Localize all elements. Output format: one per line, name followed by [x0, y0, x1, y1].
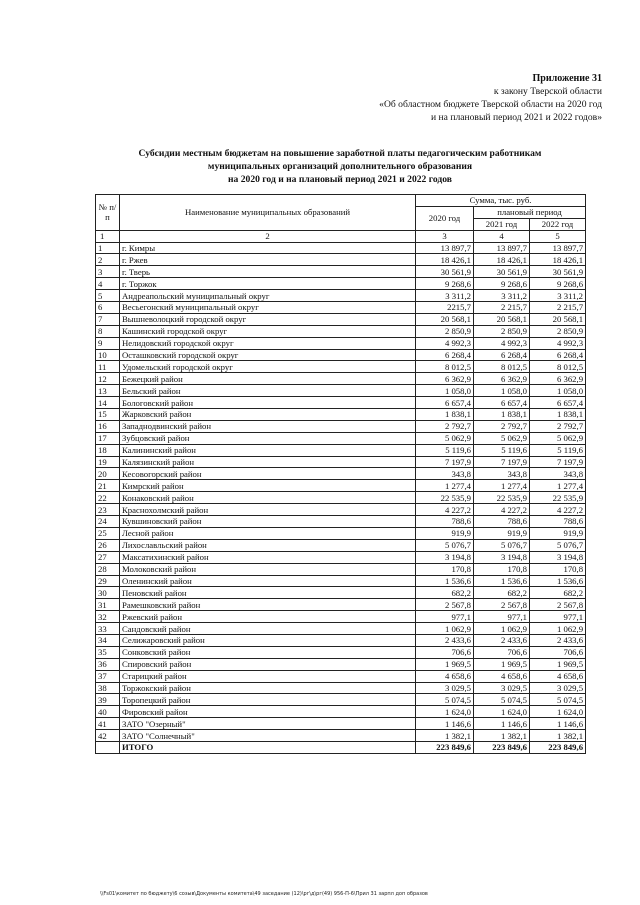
table-row [96, 492, 586, 504]
table-row [96, 242, 586, 254]
row-number: 1 [96, 242, 120, 254]
municipality-name: г. Тверь [120, 266, 416, 278]
value-2022: 13 897,7 [530, 242, 586, 254]
table-row [96, 563, 586, 575]
value-2021: 9 268,6 [474, 278, 530, 290]
row-number: 8 [96, 325, 120, 337]
table-row [96, 527, 586, 539]
value-2022: 3 029,5 [530, 682, 586, 694]
value-2020: 3 194,8 [416, 551, 474, 563]
municipality-name: ЗАТО "Солнечный" [120, 730, 416, 742]
appendix-line: «Об областном бюджете Тверской области на 2020 год [379, 99, 602, 110]
value-2020: 18 426,1 [416, 254, 474, 266]
row-number: 38 [96, 682, 120, 694]
value-2022: 1 382,1 [530, 730, 586, 742]
municipality-name: Весьегонский муниципальный округ [120, 302, 416, 314]
value-2022: 5 119,6 [530, 444, 586, 456]
appendix-block [379, 72, 602, 124]
row-number: 15 [96, 409, 120, 421]
municipality-name: Сонковский район [120, 646, 416, 658]
value-2020: 1 058,0 [416, 385, 474, 397]
table-row [96, 290, 586, 302]
municipality-name: г. Ржев [120, 254, 416, 266]
municipality-name: Лесной район [120, 527, 416, 539]
value-2021: 788,6 [474, 516, 530, 528]
table-row [96, 539, 586, 551]
header-name: Наименование муниципальных образований [120, 195, 416, 231]
value-2021: 706,6 [474, 646, 530, 658]
value-2020: 170,8 [416, 563, 474, 575]
value-2022: 1 969,5 [530, 658, 586, 670]
row-number: 34 [96, 634, 120, 646]
municipality-name: Торопецкий район [120, 694, 416, 706]
total-label: ИТОГО [120, 741, 416, 753]
header-2020: 2020 год [416, 206, 474, 230]
value-2022: 3 194,8 [530, 551, 586, 563]
row-number: 19 [96, 456, 120, 468]
value-2022: 1 277,4 [530, 480, 586, 492]
value-2021: 919,9 [474, 527, 530, 539]
value-2022: 1 062,9 [530, 623, 586, 635]
row-number: 36 [96, 658, 120, 670]
value-2022: 4 227,2 [530, 504, 586, 516]
row-number: 7 [96, 313, 120, 325]
value-2020: 4 658,6 [416, 670, 474, 682]
table-row [96, 278, 586, 290]
row-number: 13 [96, 385, 120, 397]
table-row [96, 718, 586, 730]
value-2021: 4 658,6 [474, 670, 530, 682]
total-number [96, 741, 120, 753]
value-2021: 682,2 [474, 587, 530, 599]
value-2020: 6 657,4 [416, 397, 474, 409]
row-number: 32 [96, 611, 120, 623]
value-2020: 30 561,9 [416, 266, 474, 278]
municipality-name: г. Кимры [120, 242, 416, 254]
value-2022: 1 146,6 [530, 718, 586, 730]
row-number: 3 [96, 266, 120, 278]
appendix-line: и на плановый период 2021 и 2022 годов» [431, 112, 602, 123]
value-2021: 3 194,8 [474, 551, 530, 563]
total-2022: 223 849,6 [530, 741, 586, 753]
value-2020: 6 362,9 [416, 373, 474, 385]
table-row [96, 266, 586, 278]
value-2020: 6 268,4 [416, 349, 474, 361]
row-number: 20 [96, 468, 120, 480]
table-row [96, 409, 586, 421]
heading-line: муниципальных организаций дополнительного образования [207, 161, 473, 172]
value-2021: 3 311,2 [474, 290, 530, 302]
municipality-name: Спировский район [120, 658, 416, 670]
value-2021: 5 119,6 [474, 444, 530, 456]
municipality-name: Молоковский район [120, 563, 416, 575]
value-2022: 706,6 [530, 646, 586, 658]
value-2020: 682,2 [416, 587, 474, 599]
heading-line: Субсидии местным бюджетам на повышение заработной платы педагогическим работникам [138, 148, 542, 159]
value-2020: 4 227,2 [416, 504, 474, 516]
table-row [96, 623, 586, 635]
value-2022: 1 536,6 [530, 575, 586, 587]
value-2021: 2 433,6 [474, 634, 530, 646]
value-2021: 1 382,1 [474, 730, 530, 742]
value-2022: 3 311,2 [530, 290, 586, 302]
header-2022: 2022 год [530, 218, 586, 230]
value-2022: 22 535,9 [530, 492, 586, 504]
municipality-name: Осташковский городской округ [120, 349, 416, 361]
row-number: 5 [96, 290, 120, 302]
index-cell: 1 [96, 230, 120, 242]
value-2021: 2 215,7 [474, 302, 530, 314]
value-2020: 3 311,2 [416, 290, 474, 302]
table-row [96, 373, 586, 385]
value-2022: 343,8 [530, 468, 586, 480]
row-number: 6 [96, 302, 120, 314]
value-2022: 30 561,9 [530, 266, 586, 278]
municipality-name: Кувшиновский район [120, 516, 416, 528]
value-2020: 2 850,9 [416, 325, 474, 337]
value-2020: 1 838,1 [416, 409, 474, 421]
value-2020: 1 624,0 [416, 706, 474, 718]
row-number: 18 [96, 444, 120, 456]
value-2021: 6 657,4 [474, 397, 530, 409]
row-number: 25 [96, 527, 120, 539]
value-2022: 20 568,1 [530, 313, 586, 325]
value-2020: 13 897,7 [416, 242, 474, 254]
municipality-name: Сандовский район [120, 623, 416, 635]
value-2022: 4 658,6 [530, 670, 586, 682]
row-number: 12 [96, 373, 120, 385]
value-2020: 20 568,1 [416, 313, 474, 325]
table-row [96, 420, 586, 432]
value-2020: 8 012,5 [416, 361, 474, 373]
heading-line: на 2020 год и на плановый период 2021 и 2022 годов [228, 174, 452, 185]
value-2021: 5 062,9 [474, 432, 530, 444]
municipality-name: Андреапольский муниципальный округ [120, 290, 416, 302]
value-2020: 4 992,3 [416, 337, 474, 349]
table-row [96, 599, 586, 611]
value-2022: 1 058,0 [530, 385, 586, 397]
table-row [96, 730, 586, 742]
municipality-name: Ржевский район [120, 611, 416, 623]
municipality-name: Кесовогорский район [120, 468, 416, 480]
value-2021: 4 992,3 [474, 337, 530, 349]
value-2021: 1 058,0 [474, 385, 530, 397]
table-row [96, 349, 586, 361]
row-number: 28 [96, 563, 120, 575]
row-number: 33 [96, 623, 120, 635]
table-row [96, 587, 586, 599]
header-number: № п/п [96, 195, 120, 231]
row-number: 24 [96, 516, 120, 528]
value-2022: 1 838,1 [530, 409, 586, 421]
value-2020: 5 076,7 [416, 539, 474, 551]
index-cell: 4 [474, 230, 530, 242]
value-2021: 1 624,0 [474, 706, 530, 718]
value-2021: 1 838,1 [474, 409, 530, 421]
value-2021: 1 062,9 [474, 623, 530, 635]
value-2021: 30 561,9 [474, 266, 530, 278]
table-row [96, 516, 586, 528]
row-number: 26 [96, 539, 120, 551]
value-2021: 2 792,7 [474, 420, 530, 432]
value-2020: 1 382,1 [416, 730, 474, 742]
value-2021: 1 146,6 [474, 718, 530, 730]
table-row [96, 706, 586, 718]
municipality-name: г. Торжок [120, 278, 416, 290]
header-2021: 2021 год [474, 218, 530, 230]
value-2020: 343,8 [416, 468, 474, 480]
row-number: 21 [96, 480, 120, 492]
value-2020: 1 969,5 [416, 658, 474, 670]
value-2020: 5 119,6 [416, 444, 474, 456]
table-row [96, 313, 586, 325]
value-2022: 977,1 [530, 611, 586, 623]
municipality-name: Калининский район [120, 444, 416, 456]
row-number: 9 [96, 337, 120, 349]
table-row [96, 468, 586, 480]
table-row [96, 682, 586, 694]
table-row [96, 456, 586, 468]
value-2020: 2 792,7 [416, 420, 474, 432]
municipality-name: Бологовский район [120, 397, 416, 409]
row-number: 35 [96, 646, 120, 658]
row-number: 30 [96, 587, 120, 599]
value-2022: 8 012,5 [530, 361, 586, 373]
value-2022: 18 426,1 [530, 254, 586, 266]
municipality-name: Пеновский район [120, 587, 416, 599]
value-2020: 1 536,6 [416, 575, 474, 587]
index-cell: 5 [530, 230, 586, 242]
row-number: 31 [96, 599, 120, 611]
value-2020: 1 277,4 [416, 480, 474, 492]
row-number: 40 [96, 706, 120, 718]
value-2021: 5 074,5 [474, 694, 530, 706]
table-row [96, 254, 586, 266]
table-row [96, 670, 586, 682]
value-2021: 2 850,9 [474, 325, 530, 337]
municipality-name: Зубцовский район [120, 432, 416, 444]
value-2021: 1 536,6 [474, 575, 530, 587]
value-2020: 7 197,9 [416, 456, 474, 468]
appendix-line: к закону Тверской области [493, 86, 602, 97]
table-row [96, 385, 586, 397]
row-number: 16 [96, 420, 120, 432]
value-2022: 170,8 [530, 563, 586, 575]
value-2021: 8 012,5 [474, 361, 530, 373]
table-row [96, 325, 586, 337]
table-row [96, 575, 586, 587]
file-path-footer: \\Fs01\комитет по бюджету\6 созыв\Документы комитета\49 заседание (12)\рг\д\рг(49) 956-П-6\Прил 31 зарпл доп образов [100, 891, 428, 897]
table-row [96, 634, 586, 646]
value-2021: 977,1 [474, 611, 530, 623]
table-row [96, 611, 586, 623]
value-2021: 18 426,1 [474, 254, 530, 266]
value-2021: 343,8 [474, 468, 530, 480]
table-row [96, 397, 586, 409]
value-2020: 977,1 [416, 611, 474, 623]
value-2021: 6 362,9 [474, 373, 530, 385]
row-number: 39 [96, 694, 120, 706]
value-2022: 919,9 [530, 527, 586, 539]
table-row [96, 551, 586, 563]
row-number: 41 [96, 718, 120, 730]
municipality-name: Калязинский район [120, 456, 416, 468]
value-2022: 7 197,9 [530, 456, 586, 468]
municipality-name: Вышневолоцкий городской округ [120, 313, 416, 325]
value-2022: 2 433,6 [530, 634, 586, 646]
value-2021: 13 897,7 [474, 242, 530, 254]
value-2022: 6 268,4 [530, 349, 586, 361]
value-2020: 919,9 [416, 527, 474, 539]
total-row [96, 741, 586, 753]
value-2020: 9 268,6 [416, 278, 474, 290]
value-2022: 6 362,9 [530, 373, 586, 385]
value-2020: 788,6 [416, 516, 474, 528]
value-2022: 2 215,7 [530, 302, 586, 314]
row-number: 23 [96, 504, 120, 516]
row-number: 17 [96, 432, 120, 444]
header-planned: плановый период [474, 206, 586, 218]
total-2020: 223 849,6 [416, 741, 474, 753]
value-2021: 6 268,4 [474, 349, 530, 361]
value-2020: 22 535,9 [416, 492, 474, 504]
value-2022: 1 624,0 [530, 706, 586, 718]
value-2020: 5 062,9 [416, 432, 474, 444]
row-number: 27 [96, 551, 120, 563]
index-cell: 3 [416, 230, 474, 242]
table-row [96, 658, 586, 670]
municipality-name: Старицкий район [120, 670, 416, 682]
value-2022: 788,6 [530, 516, 586, 528]
municipality-name: Нелидовский городской округ [120, 337, 416, 349]
table-body [96, 242, 586, 741]
document-heading [95, 147, 585, 186]
row-number: 4 [96, 278, 120, 290]
value-2022: 2 567,8 [530, 599, 586, 611]
value-2022: 682,2 [530, 587, 586, 599]
municipality-name: Жарковский район [120, 409, 416, 421]
row-number: 29 [96, 575, 120, 587]
table-row [96, 504, 586, 516]
value-2022: 6 657,4 [530, 397, 586, 409]
table-row [96, 432, 586, 444]
value-2020: 1 146,6 [416, 718, 474, 730]
value-2022: 5 062,9 [530, 432, 586, 444]
value-2020: 3 029,5 [416, 682, 474, 694]
value-2020: 2 567,8 [416, 599, 474, 611]
table-row [96, 646, 586, 658]
row-number: 2 [96, 254, 120, 266]
value-2020: 2215,7 [416, 302, 474, 314]
value-2022: 9 268,6 [530, 278, 586, 290]
municipality-name: Лихославльский район [120, 539, 416, 551]
value-2022: 4 992,3 [530, 337, 586, 349]
value-2021: 1 277,4 [474, 480, 530, 492]
municipality-name: Краснохолмский район [120, 504, 416, 516]
value-2022: 2 792,7 [530, 420, 586, 432]
table-row [96, 337, 586, 349]
value-2021: 22 535,9 [474, 492, 530, 504]
table-row [96, 302, 586, 314]
municipality-name: Максатихинский район [120, 551, 416, 563]
value-2021: 20 568,1 [474, 313, 530, 325]
municipality-name: Бельский район [120, 385, 416, 397]
appendix-title: Приложение 31 [532, 73, 602, 84]
subsidy-table [95, 194, 586, 754]
index-cell: 2 [120, 230, 416, 242]
table-row [96, 480, 586, 492]
value-2022: 5 074,5 [530, 694, 586, 706]
table-row [96, 361, 586, 373]
municipality-name: ЗАТО "Озерный" [120, 718, 416, 730]
header-sum: Сумма, тыс. руб. [416, 195, 586, 207]
municipality-name: Рамешковский район [120, 599, 416, 611]
municipality-name: Оленинский район [120, 575, 416, 587]
municipality-name: Фировский район [120, 706, 416, 718]
table-row [96, 444, 586, 456]
row-number: 22 [96, 492, 120, 504]
value-2021: 4 227,2 [474, 504, 530, 516]
value-2022: 5 076,7 [530, 539, 586, 551]
municipality-name: Кашинский городской округ [120, 325, 416, 337]
municipality-name: Кимрский район [120, 480, 416, 492]
value-2020: 2 433,6 [416, 634, 474, 646]
row-number: 11 [96, 361, 120, 373]
value-2021: 1 969,5 [474, 658, 530, 670]
value-2020: 5 074,5 [416, 694, 474, 706]
row-number: 37 [96, 670, 120, 682]
row-number: 42 [96, 730, 120, 742]
value-2021: 170,8 [474, 563, 530, 575]
municipality-name: Торжокский район [120, 682, 416, 694]
value-2021: 2 567,8 [474, 599, 530, 611]
municipality-name: Бежецкий район [120, 373, 416, 385]
total-2021: 223 849,6 [474, 741, 530, 753]
value-2022: 2 850,9 [530, 325, 586, 337]
value-2021: 3 029,5 [474, 682, 530, 694]
value-2020: 1 062,9 [416, 623, 474, 635]
municipality-name: Селижаровский район [120, 634, 416, 646]
municipality-name: Удомельский городской округ [120, 361, 416, 373]
value-2021: 5 076,7 [474, 539, 530, 551]
value-2021: 7 197,9 [474, 456, 530, 468]
municipality-name: Конаковский район [120, 492, 416, 504]
row-number: 10 [96, 349, 120, 361]
table-row [96, 694, 586, 706]
row-number: 14 [96, 397, 120, 409]
value-2020: 706,6 [416, 646, 474, 658]
municipality-name: Западнодвинский район [120, 420, 416, 432]
